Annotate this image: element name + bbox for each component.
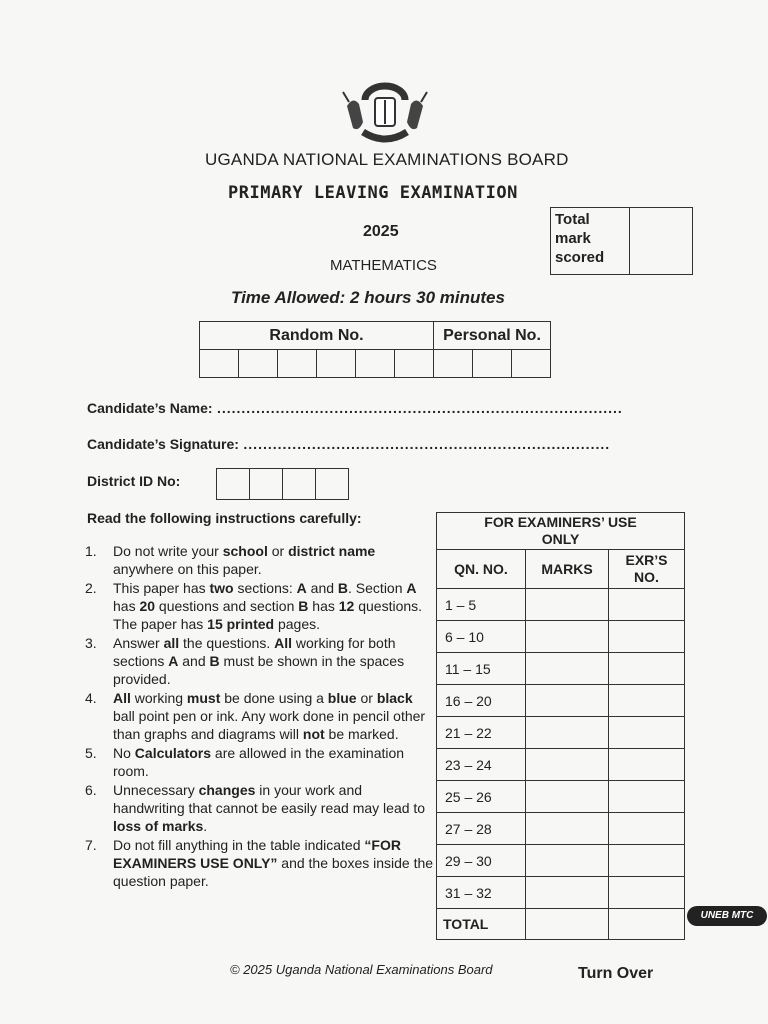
exr-no-cell xyxy=(609,621,685,653)
instruction-emphasis: Calculators xyxy=(134,745,212,761)
instructions-list xyxy=(85,542,435,891)
examiners-table-row xyxy=(437,589,685,621)
instruction-emphasis: black xyxy=(376,690,413,706)
instruction-item xyxy=(85,836,435,890)
question-range: 25 – 26 xyxy=(437,781,526,813)
instruction-text: working for both sections xyxy=(113,635,396,669)
instruction-text: No xyxy=(113,745,135,761)
district-id-box xyxy=(217,469,250,500)
question-range: 6 – 10 xyxy=(437,621,526,653)
instruction-emphasis: All xyxy=(113,690,131,706)
random-number-box xyxy=(239,350,278,378)
question-range: 27 – 28 xyxy=(437,813,526,845)
examiners-table-row xyxy=(437,685,685,717)
total-mark-field xyxy=(630,208,693,275)
random-number-box xyxy=(278,350,317,378)
instruction-text: be marked. xyxy=(324,726,399,742)
instruction-emphasis: all xyxy=(163,635,180,651)
instruction-text: has xyxy=(113,598,140,614)
uneb-emblem-logo xyxy=(335,80,435,152)
examiners-table-title: FOR EXAMINERS’ USE ONLY xyxy=(437,513,685,550)
instruction-text: be done using a xyxy=(220,690,328,706)
exr-no-cell xyxy=(609,685,685,717)
instruction-emphasis: school xyxy=(222,543,268,559)
marks-cell xyxy=(526,621,609,653)
time-allowed: Time Allowed: 2 hours 30 minutes xyxy=(231,288,505,307)
random-number-header: Random No. xyxy=(200,322,434,350)
random-number-box xyxy=(317,350,356,378)
instruction-item xyxy=(85,689,435,743)
exr-no-cell xyxy=(609,877,685,909)
instruction-text: or xyxy=(356,690,377,706)
marks-cell xyxy=(526,685,609,717)
instruction-text: anywhere on this paper. xyxy=(113,561,262,577)
district-id-box xyxy=(316,469,349,500)
instruction-item xyxy=(85,634,435,688)
instruction-text: Do not fill anything in the table indicated xyxy=(113,837,365,853)
instruction-emphasis: loss of marks xyxy=(113,818,204,834)
instruction-text: and xyxy=(178,653,210,669)
copyright-notice: © 2025 Uganda National Examinations Board xyxy=(230,962,493,977)
random-number-box xyxy=(200,350,239,378)
instruction-emphasis: All xyxy=(274,635,292,651)
candidate-signature-label: Candidate’s Signature: xyxy=(87,436,239,452)
instruction-emphasis: A xyxy=(406,580,417,596)
question-range: 21 – 22 xyxy=(437,717,526,749)
instruction-number: 1. xyxy=(85,543,97,559)
question-range: 16 – 20 xyxy=(437,685,526,717)
candidate-name-row xyxy=(87,400,623,418)
instruction-emphasis: 15 printed xyxy=(207,616,275,632)
question-range: 23 – 24 xyxy=(437,749,526,781)
instruction-text: must be shown in the spaces provided. xyxy=(113,653,405,687)
exam-title: PRIMARY LEAVING EXAMINATION xyxy=(228,183,518,203)
instruction-number: 7. xyxy=(85,837,97,853)
marks-cell xyxy=(526,717,609,749)
instruction-text: Answer xyxy=(113,635,164,651)
marks-cell xyxy=(526,877,609,909)
examiners-table-row xyxy=(437,781,685,813)
question-range: 31 – 32 xyxy=(437,877,526,909)
instruction-text: sections: xyxy=(233,580,297,596)
examiners-use-table xyxy=(436,512,685,940)
instruction-emphasis: must xyxy=(186,690,221,706)
instruction-emphasis: two xyxy=(209,580,234,596)
total-mark-label: Total mark scored xyxy=(551,208,630,275)
random-number-box xyxy=(395,350,434,378)
personal-number-box xyxy=(473,350,512,378)
instruction-emphasis: A xyxy=(168,653,179,669)
candidate-name-line: ................................................................................... xyxy=(216,400,623,416)
district-id-boxes xyxy=(216,468,349,500)
question-range: 11 – 15 xyxy=(437,653,526,685)
district-id-label: District ID No: xyxy=(87,473,181,489)
exr-no-cell xyxy=(609,845,685,877)
instruction-text: and xyxy=(306,580,338,596)
exr-no-cell xyxy=(609,717,685,749)
instruction-text: Unnecessary xyxy=(113,782,199,798)
examiners-table-row xyxy=(437,717,685,749)
instruction-emphasis: 12 xyxy=(338,598,355,614)
personal-number-box xyxy=(434,350,473,378)
marks-cell xyxy=(526,845,609,877)
examiners-table-body xyxy=(437,589,685,909)
candidate-signature-line: ........................................................................... xyxy=(243,436,611,452)
exam-year: 2025 xyxy=(363,223,399,240)
instruction-text: in your work and handwriting that cannot be easily read may lead to xyxy=(113,782,426,816)
personal-number-header: Personal No. xyxy=(434,322,551,350)
examiners-table-row xyxy=(437,813,685,845)
total-mark-box xyxy=(550,207,693,275)
instruction-text: ball point pen or ink. Any work done in pencil other than graphs and diagrams will xyxy=(113,708,426,742)
examiners-table-row xyxy=(437,621,685,653)
total-exr-cell xyxy=(609,909,685,940)
marks-cell xyxy=(526,653,609,685)
instructions-heading: Read the following instructions carefully: xyxy=(87,510,362,526)
instruction-emphasis: A xyxy=(296,580,307,596)
exr-no-header: EXR’S NO. xyxy=(609,550,685,589)
total-marks-cell xyxy=(526,909,609,940)
personal-number-box xyxy=(512,350,551,378)
question-range: 29 – 30 xyxy=(437,845,526,877)
instruction-text: questions and section xyxy=(155,598,299,614)
instruction-item xyxy=(85,781,435,835)
instruction-emphasis: changes xyxy=(198,782,256,798)
instruction-text: working xyxy=(130,690,187,706)
marks-cell xyxy=(526,813,609,845)
instruction-item xyxy=(85,542,435,578)
district-id-box xyxy=(283,469,316,500)
instruction-text: are allowed in the examination room. xyxy=(113,745,405,779)
instruction-item xyxy=(85,579,435,633)
exr-no-cell xyxy=(609,781,685,813)
candidate-signature-row xyxy=(87,436,610,454)
marks-cell xyxy=(526,589,609,621)
instruction-text: the questions. xyxy=(179,635,275,651)
exr-no-cell xyxy=(609,589,685,621)
exr-no-cell xyxy=(609,813,685,845)
instruction-text: or xyxy=(267,543,289,559)
instruction-emphasis: “FOR EXAMINERS USE ONLY” xyxy=(113,837,401,871)
uneb-mtc-badge: UNEB MTC xyxy=(687,906,767,926)
instruction-emphasis: B xyxy=(298,598,309,614)
candidate-name-label: Candidate’s Name: xyxy=(87,400,213,416)
examiners-table-row xyxy=(437,653,685,685)
instruction-number: 6. xyxy=(85,782,97,798)
instruction-text: and the boxes inside the question paper. xyxy=(113,855,434,889)
subject-name: MATHEMATICS xyxy=(330,257,437,274)
instruction-item xyxy=(85,744,435,780)
marks-cell xyxy=(526,781,609,813)
total-row-label: TOTAL xyxy=(437,909,526,940)
qn-no-header: QN. NO. xyxy=(437,550,526,589)
instruction-number: 2. xyxy=(85,580,97,596)
instruction-emphasis: not xyxy=(302,726,325,742)
instruction-number: 5. xyxy=(85,745,97,761)
instruction-text: has xyxy=(308,598,339,614)
district-id-box xyxy=(250,469,283,500)
instruction-emphasis: 20 xyxy=(139,598,156,614)
examiners-table-row xyxy=(437,749,685,781)
examiners-table-row xyxy=(437,845,685,877)
instruction-text: This paper has xyxy=(113,580,210,596)
instruction-text: pages. xyxy=(274,616,321,632)
instruction-emphasis: B xyxy=(209,653,220,669)
question-range: 1 – 5 xyxy=(437,589,526,621)
exr-no-cell xyxy=(609,749,685,781)
instruction-emphasis: B xyxy=(337,580,349,596)
marks-cell xyxy=(526,749,609,781)
instruction-number: 4. xyxy=(85,690,97,706)
exr-no-cell xyxy=(609,653,685,685)
id-number-table xyxy=(199,321,551,378)
instruction-number: 3. xyxy=(85,635,97,651)
random-number-box xyxy=(356,350,395,378)
instruction-text: Do not write your xyxy=(113,543,223,559)
instruction-emphasis: blue xyxy=(327,690,357,706)
instruction-text: . Section xyxy=(348,580,407,596)
turn-over-label: Turn Over xyxy=(578,965,654,982)
instruction-emphasis: district name xyxy=(288,543,376,559)
instruction-text: . xyxy=(203,818,208,834)
board-name: UGANDA NATIONAL EXAMINATIONS BOARD xyxy=(205,150,569,169)
marks-header: MARKS xyxy=(526,550,609,589)
examiners-table-row xyxy=(437,877,685,909)
instruction-text: questions. The paper has xyxy=(113,598,423,632)
